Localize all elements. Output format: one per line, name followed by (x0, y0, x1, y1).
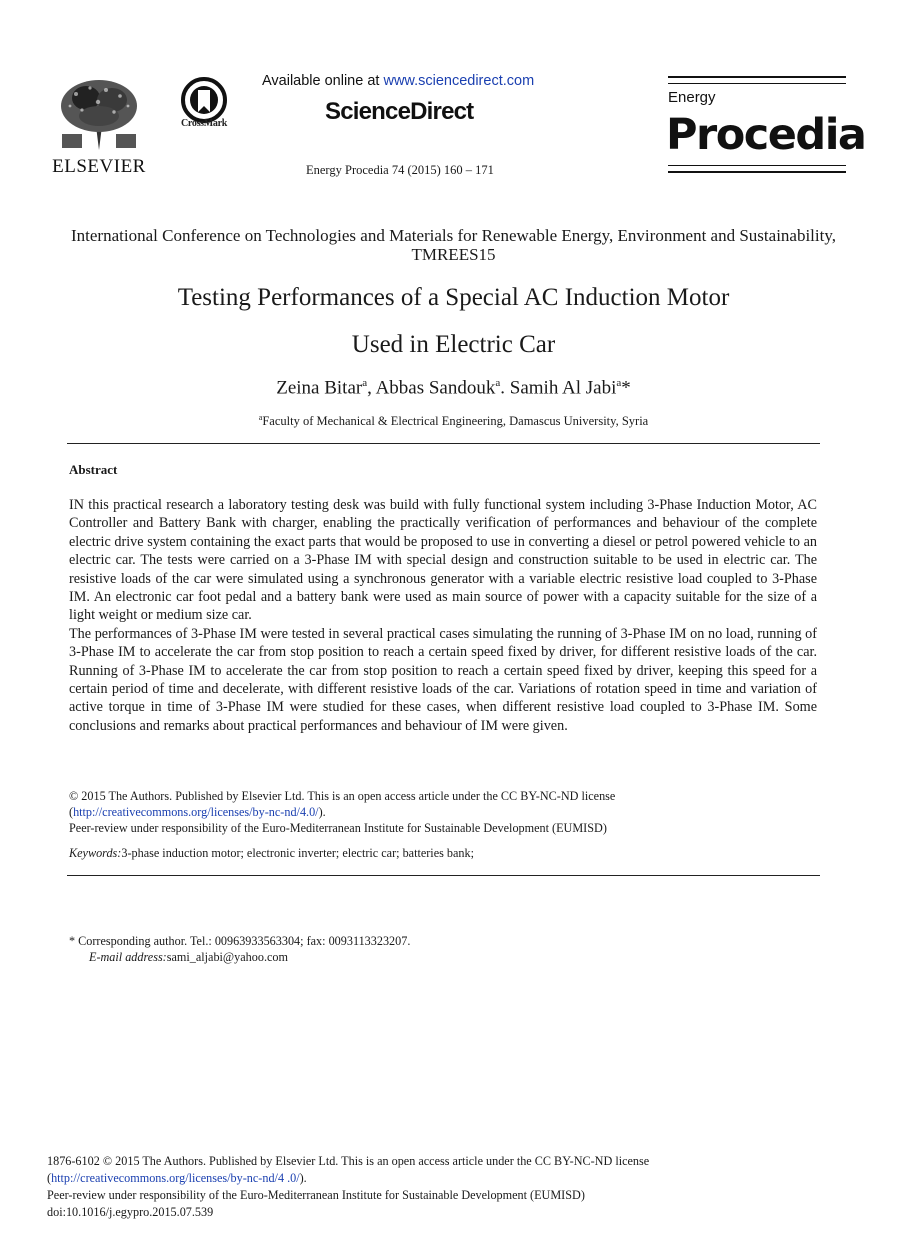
paren-close: ). (299, 1171, 307, 1185)
affiliation (0, 413, 907, 429)
journal-logo-procedia: Procedia (666, 110, 866, 160)
elsevier-logo (52, 76, 146, 176)
copyright-line: © 2015 The Authors. Published by Elsevier Ltd. This is an open access article under the CC BY-NC-ND license (69, 789, 616, 803)
footer-copyright-line: 1876-6102 © 2015 The Authors. Published by Elsevier Ltd. This is an open access article under the CC BY-NC-ND license (47, 1154, 650, 1168)
abstract-bottom-divider (67, 875, 820, 876)
corresponding-footnote (69, 933, 410, 965)
affiliation-text: Faculty of Mechanical & Electrical Engineering, Damascus University, Syria (262, 414, 649, 429)
author-separator: , (367, 377, 376, 399)
author-name: Samih Al Jabi (509, 377, 617, 399)
available-online-line (262, 73, 562, 89)
author-affiliation-mark: a (362, 377, 368, 389)
email-line (69, 949, 410, 965)
elsevier-tree-icon (56, 76, 142, 152)
footer-license-line (47, 1170, 847, 1187)
keywords-text: 3-phase induction motor; electronic inverter; electric car; batteries bank; (121, 846, 474, 860)
license-link[interactable]: http://creativecommons.org/licenses/by-nc-nd/4.0/ (73, 805, 319, 819)
paper-title-line-1: Testing Performances of a Special AC Induction Motor (177, 284, 730, 311)
author-name: Zeina Bitar (276, 377, 363, 399)
abstract-heading: Abstract (69, 462, 118, 477)
footer-license-link[interactable]: http://creativecommons.org/licenses/by-nc-nd/4 .0/ (51, 1171, 300, 1185)
journal-reference: Energy Procedia 74 (2015) 160 – 171 (306, 163, 494, 177)
abstract-body (69, 496, 817, 735)
page-footer (47, 1153, 847, 1221)
paren-open: ( (47, 1171, 52, 1185)
abstract-paragraph: IN this practical research a laboratory testing desk was build with fully functional system including 3-Phase Induction Motor, AC Controller and Battery Bank with charger, enabling the practically verification of performances and behaviour of the complete electric drive system containing the exact parts that would be proposed to use in converting a diesel or petrol powered vehicle to an electric car. The tests were carried on a 3-Phase IM with special design and construction suitable to be used in electric car. The resistive loads of the car were simulated using a synchronous generator with a variable electric resistive load coupled to 3-Phase IM. An electronic car foot pedal and a battery bank were used as main source of power with a capacity suitable for the size of a light weight or medium size car. (69, 497, 817, 624)
license-line (69, 804, 819, 820)
paper-title-line-2: Used in Electric Car (351, 331, 556, 358)
author-name: Abbas Sandouk (375, 377, 496, 399)
doi[interactable]: doi:10.1016/j.egypro.2015.07.539 (47, 1205, 214, 1219)
footer-peer-review-line: Peer-review under responsibility of the Euro-Mediterranean Institute for Sustainable Development (EUMISD) (47, 1188, 585, 1202)
corresponding-author-mark: * (621, 377, 631, 399)
crossmark-label: CrossMark (180, 118, 227, 129)
peer-review-line: Peer-review under responsibility of the Euro-Mediterranean Institute for Sustainable Development (EUMISD) (69, 821, 607, 835)
email-label: E-mail address: (89, 950, 167, 964)
available-online-prefix: Available online at (262, 73, 384, 89)
paren-close: ). (318, 805, 326, 819)
sciencedirect-url-link[interactable]: www.sciencedirect.com (383, 73, 535, 89)
journal-logo-bottom-rule (668, 165, 846, 173)
journal-logo-top-rule (668, 76, 846, 84)
email-address[interactable]: sami_aljabi@yahoo.com (166, 950, 288, 964)
author-affiliation-mark: a (495, 377, 501, 389)
author-separator: . (500, 377, 510, 399)
abstract-top-divider (67, 443, 820, 444)
conference-name: International Conference on Technologies and Materials for Renewable Energy, Environment and Sustainability, TMREES15 (71, 226, 836, 264)
sciencedirect-logo: ScienceDirect (325, 98, 474, 125)
journal-logo-energy: Energy (668, 89, 716, 106)
affiliation-mark: a (258, 413, 263, 422)
author-list (0, 377, 907, 399)
corresponding-author-line: * Corresponding author. Tel.: 00963933563304; fax: 0093113323207. (69, 934, 411, 948)
abstract-paragraph: The performances of 3-Phase IM were tested in several practical cases simulating the running of 3-Phase IM on no load, running of 3-Phase IM to accelerate the car from stop position to reach a certain speed fixed by driver, for different resistive loads of the car. Running of 3-Phase IM to accelerate the car from stop position to reach a certain speed fixed by driver, keeping this speed for a certain period of time and decelerate, with different resistive loads of the car. Variations of rotation speed in time and variation of active torque in time of 3-Phase IM were studied for these cases, when different resistive load coupled to 3-Phase IM. Some conclusions and remarks about practical performances and behaviour of IM were given. (69, 625, 817, 734)
copyright-notice (69, 788, 819, 836)
paren-open: ( (69, 805, 74, 819)
author-affiliation-mark: a (616, 377, 622, 389)
keywords-label: Keywords: (69, 846, 122, 860)
elsevier-wordmark: ELSEVIER (52, 156, 146, 177)
keywords (69, 846, 819, 861)
